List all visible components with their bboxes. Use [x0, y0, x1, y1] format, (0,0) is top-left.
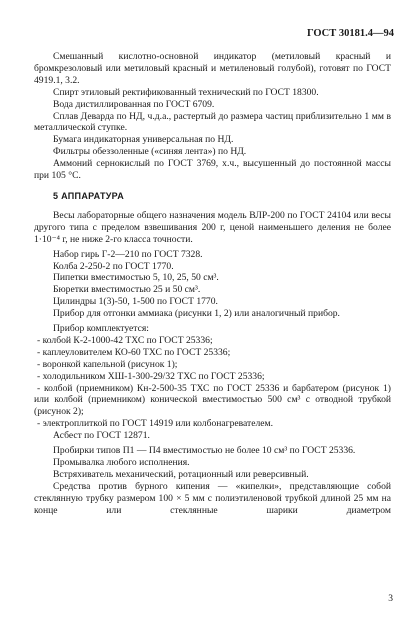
- paragraph: Смешанный кислотно-основной индикатор (метиловый красный и бромкрезоловый или метиловый красный и метиленовый голубой), готовят по ГОСТ 4919.1, 3.2.: [34, 51, 391, 86]
- paragraph: Фильтры обеззоленные («синяя лента») по НД.: [53, 146, 247, 158]
- page-number: 3: [388, 594, 393, 604]
- paragraph: Сплав Деварда по НД, ч.д.а., растертый до размера частиц приблизительно 1 мм в металлической ступке.: [34, 110, 391, 134]
- paragraph: - колбой К-2-1000-42 ТХС по ГОСТ 25336;: [37, 334, 213, 346]
- paragraph: - электроплиткой по ГОСТ 14919 или колбонагревателем.: [37, 418, 274, 430]
- reagents-list: [34, 51, 391, 182]
- paragraph: Пипетки вместимостью 5, 10, 25, 50 см³.: [53, 272, 219, 284]
- paragraph: - холодильником ХШ-1-300-29/32 ТХС по ГОСТ 25336;: [37, 370, 265, 382]
- paragraph: - каплеуловителем КО-60 ТХС по ГОСТ 25336;: [37, 346, 231, 358]
- paragraph: Колба 2-250-2 по ГОСТ 1770.: [53, 260, 174, 272]
- paragraph: Промывалка любого исполнения.: [53, 457, 190, 468]
- paragraph: Асбест по ГОСТ 12871.: [53, 430, 150, 442]
- paragraph: - воронкой капельной (рисунок 1);: [37, 358, 178, 370]
- paragraph: Бумага индикаторная универсальная по НД.: [53, 134, 234, 146]
- paragraph: Прибор комплектуется:: [53, 323, 149, 335]
- document-code: ГОСТ 30181.4—94: [306, 28, 394, 39]
- page-body: [34, 51, 391, 528]
- paragraph: Цилиндры 1(3)-50, 1-500 по ГОСТ 1770.: [53, 296, 218, 308]
- paragraph: Прибор для отгонки аммиака (рисунки 1, 2) или аналогичный прибор.: [53, 308, 340, 320]
- paragraph: Аммоний сернокислый по ГОСТ 3769, х.ч., высушенный до постоянной массы при 105 °С.: [34, 158, 391, 182]
- section-title: 5 АППАРАТУРА: [53, 190, 124, 201]
- paragraph: Вода дистиллированная по ГОСТ 6709.: [53, 98, 215, 110]
- paragraph: Средства против бурного кипения — «кипелки», представляющие собой стеклянную трубку размером 100 × 5 мм с полиэтиленовой трубкой длиной 25 мм на конце или стеклянные шарики диаметром: [34, 480, 391, 516]
- apparatus-list: [34, 210, 391, 529]
- paragraph: Встряхиватель механический, ротационный или реверсивный.: [53, 468, 309, 480]
- paragraph: Весы лабораторные общего назначения модель ВЛР-200 по ГОСТ 24104 или весы другого типа с пределом взвешивания 200 г, ценой наименьшего деления не более 1·10⁻⁴ г, не ниже 2-го класса точности.: [34, 209, 391, 245]
- paragraph: Пробирки типов П1 — П4 вместимостью не более 10 см³ по ГОСТ 25336.: [53, 445, 356, 457]
- paragraph: Набор гирь Г-2—210 по ГОСТ 7328.: [53, 248, 203, 260]
- paragraph: - колбой (приемником) Кн-2-500-35 ТХС по ГОСТ 25336 и барбатером (рисунок 1) или колбой (приемником) конической вместимостью 500 см³ с отводной трубкой (рисунок 2);: [34, 382, 391, 418]
- paragraph: Бюретки вместимостью 25 и 50 см³.: [53, 284, 201, 296]
- paragraph: Спирт этиловый ректификованный технический по ГОСТ 18300.: [53, 86, 319, 98]
